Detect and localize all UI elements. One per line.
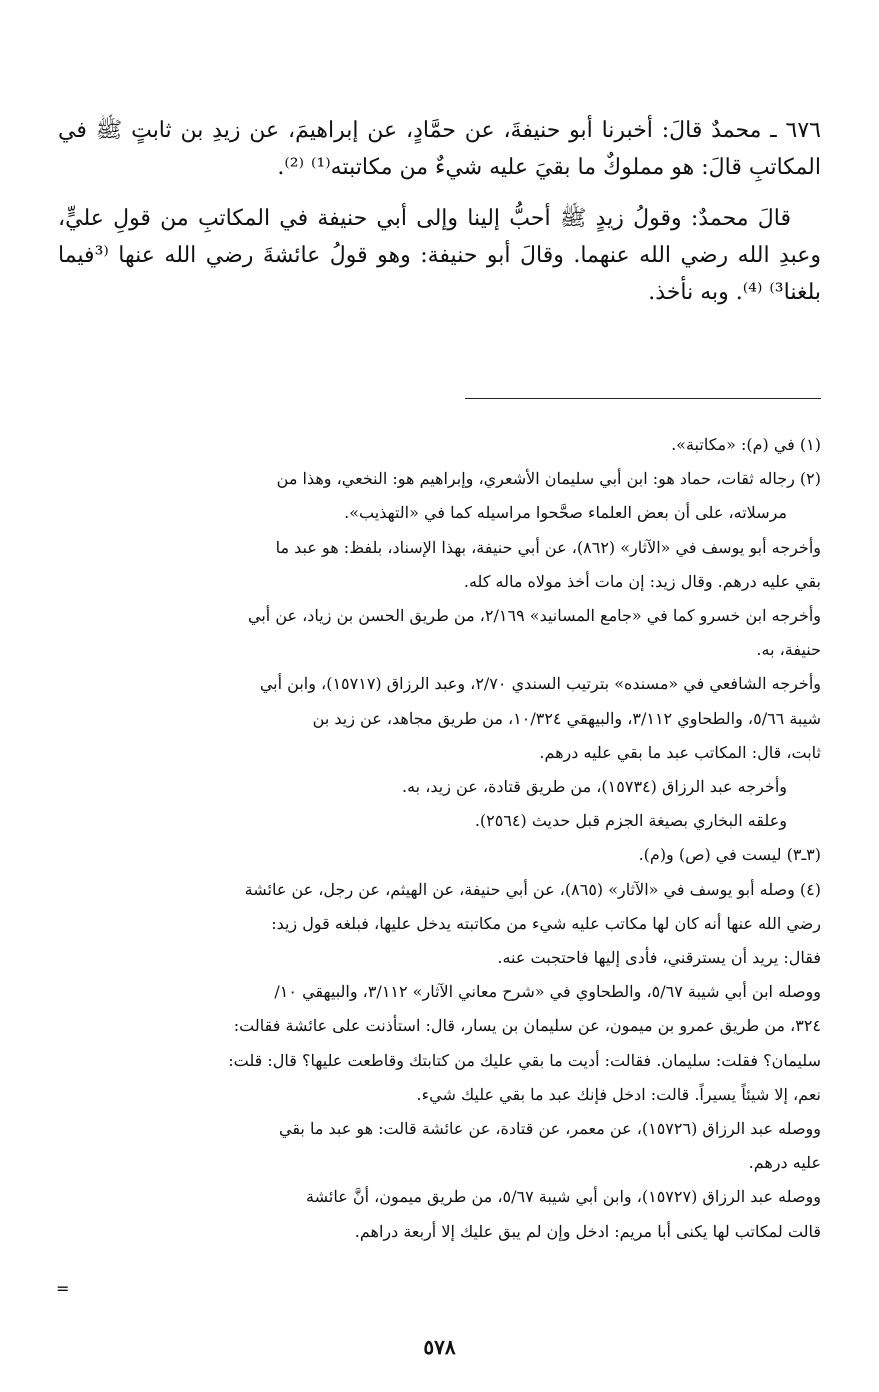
footnote-line: وأخرجه ابن خسرو كما في «جامع المسانيد» ٢/١٦٩، من طريق الحسن بن زياد، عن أبي: [248, 606, 821, 626]
commentary-paragraph: قالَ محمدٌ: وقولُ زيدٍ ﷺ أحبُّ إلينا وإلى أبي حنيفة في المكاتبِ من قولِ عليٍّ، وعبدِ الله رضي الله عنهما. وقالَ أبو حنيفة: وهو قولُ عائشةَ رضي الله عنها ⁽³فيما بلغنا³⁾ ⁽⁴⁾. وبه نأخذ.: [58, 206, 821, 305]
footnote-line: (٣ـ٣) ليست في (ص) و(م).: [638, 845, 821, 865]
footnote-line: وأخرجه أبو يوسف في «الآثار» (٨٦٢)، عن أبي حنيفة، بهذا الإسناد، بلفظ: هو عبد ما: [275, 537, 821, 557]
footnote-line: شيبة ٥/٦٦، والطحاوي ٣/١١٢، والبيهقي ١٠/٣٢٤، من طريق مجاهد، عن زيد بن: [312, 708, 821, 728]
footnote-line: (٢) رجاله ثقات، حماد هو: ابن أبي سليمان الأشعري، وإبراهيم هو: النخعي، وهذا من: [276, 469, 821, 489]
footnote-line: (٤) وصله أبو يوسف في «الآثار» (٨٦٥)، عن أبي حنيفة، عن الهيثم، عن رجل، عن عائشة: [244, 879, 821, 899]
footnotes: [58, 428, 821, 1249]
footnote-line: وأخرجه الشافعي في «مسنده» بترتيب السندي ٢/٧٠، وعبد الرزاق (١٥٧١٧)، وابن أبي: [259, 674, 821, 694]
footnote-line: (١) في (م): «مكاتبة».: [671, 435, 821, 454]
footnote-line: حنيفة، به.: [756, 640, 821, 660]
footnote-separator: [465, 398, 821, 399]
footnote-line: ووصله عبد الرزاق (١٥٧٢٧)، وابن أبي شيبة ٥/٦٧، من طريق ميمون، أنَّ عائشة: [306, 1187, 821, 1207]
footnote-line: نعم، إلا شيئاً يسيراً. قالت: ادخل فإنك عبد ما بقي عليك شيء.: [416, 1084, 821, 1104]
footnote-line: ثابت، قال: المكاتب عبد ما بقي عليه درهم.: [539, 742, 821, 762]
footnote-line: وأخرجه عبد الرزاق (١٥٧٣٤)، من طريق قتادة، عن زيد، به.: [402, 777, 787, 797]
footnote-line: فقال: يريد أن يسترقني، فأدى إليها فاحتجبت عنه.: [497, 948, 821, 968]
footnote-line: سليمان؟ فقلت: سليمان. فقالت: أديت ما بقي عليك من كتابتك وقاطعت عليها؟ قال: قلت:: [228, 1050, 821, 1070]
footnote-line: رضي الله عنها أنه كان لها مكاتب عليه شيء من مكاتبته يدخل عليها، فبلغه قول زيد:: [271, 913, 821, 933]
footnote-line: وعلقه البخاري بصيغة الجزم قبل حديث (٢٥٦٤).: [474, 811, 787, 831]
footnote-line: ووصله ابن أبي شيبة ٥/٦٧، والطحاوي في «شرح معاني الآثار» ٣/١١٢، والبيهقي ١٠/: [274, 982, 821, 1002]
footnote-line: مرسلاته، على أن بعض العلماء صحَّحوا مراسيله كما في «التهذيب».: [344, 503, 787, 523]
hadith-paragraph: ٦٧٦ ـ محمدٌ قالَ: أخبرنا أبو حنيفةَ، عن حمَّادٍ، عن إبراهيمَ، عن زيدِ بن ثابتٍ ﷺ في المكاتبِ قالَ: هو مملوكٌ ما بقيَ عليه شيءٌ من مكاتبته⁽¹⁾ ⁽²⁾.: [58, 118, 821, 180]
footnote-line: قالت لمكاتب لها يكنى أبا مريم: ادخل وإن لم يبق عليك إلا أربعة دراهم.: [354, 1221, 821, 1241]
footnote-line: عليه درهم.: [748, 1153, 821, 1173]
page-number: ٥٧٨: [423, 1335, 456, 1359]
footnote-line: بقي عليه درهم. وقال زيد: إن مات أخذ مولاه ماله كله.: [463, 571, 821, 591]
continuation-mark: =: [56, 1279, 70, 1298]
footnote-line: ووصله عبد الرزاق (١٥٧٢٦)، عن معمر، عن قتادة، عن عائشة قالت: هو عبد ما بقي: [278, 1119, 821, 1139]
footnote-line: ٣٢٤، من طريق عمرو بن ميمون، عن سليمان بن يسار، قال: استأذنت على عائشة فقالت:: [233, 1016, 821, 1036]
main-text: [58, 112, 821, 311]
